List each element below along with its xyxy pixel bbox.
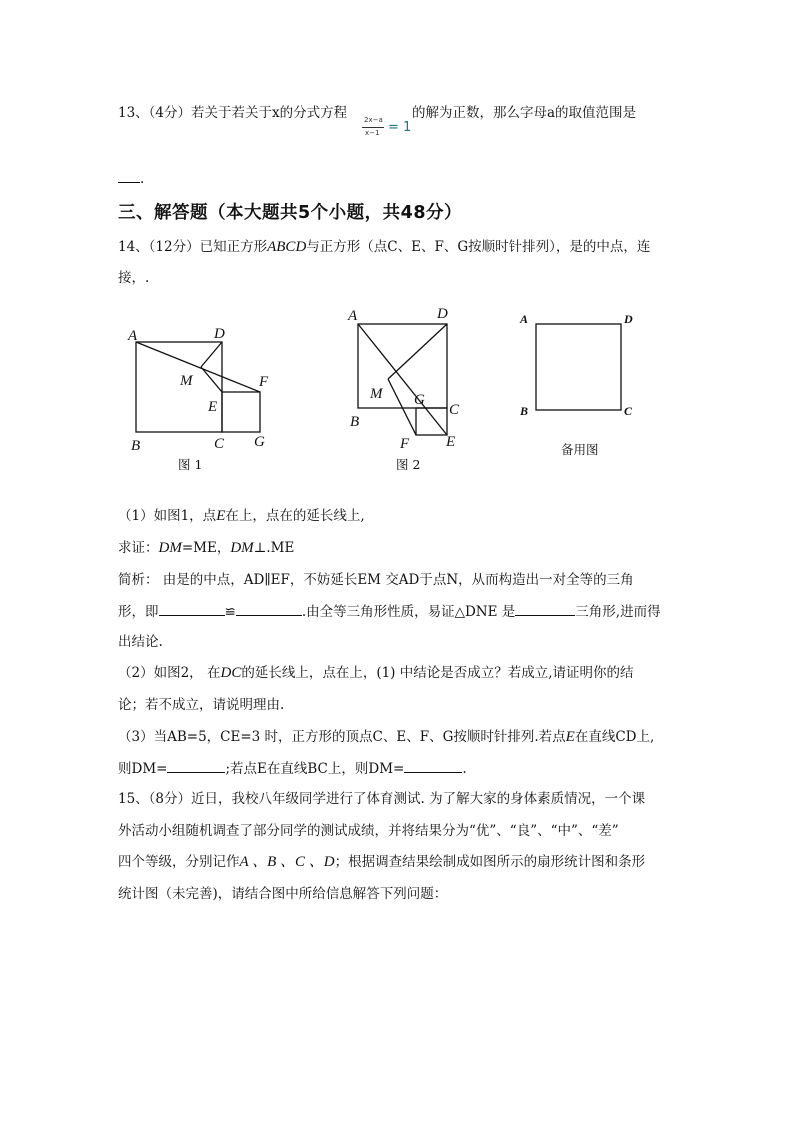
fig1-label-f: F: [259, 374, 269, 390]
fig1-line-dm: [201, 342, 222, 367]
spare-label-a: A: [520, 312, 529, 326]
q14-part2-c: 论；若不成立，请说明理由.: [118, 697, 285, 713]
fraction-equals-one: = 1: [388, 120, 412, 135]
q14-part2: [118, 663, 634, 683]
q14-part3-answers: [118, 758, 467, 779]
fig1-label-e: E: [208, 399, 218, 415]
q14-line2: 接，.: [118, 270, 150, 286]
fig2-square-cefg: [416, 408, 447, 435]
fig2-line-mf: [388, 379, 416, 435]
spare-label-c: C: [624, 404, 633, 418]
fig2-label-c: C: [449, 402, 460, 418]
spare-label-d: D: [624, 312, 633, 326]
figure-spare: [515, 308, 645, 427]
hint-b3: .由全等三角形性质，易证△DNE 是: [301, 604, 516, 620]
q14-part3-b: 在直线CD上,: [574, 729, 655, 745]
q15-grade-letters: A 、B 、C 、D: [239, 854, 335, 870]
q14-part2-b: 的延长线上，点在上，(1) 中结论是否成立？若成立,请证明你的结: [241, 665, 634, 681]
q14-line1-a: 14、（12分）已知正方形: [118, 239, 268, 255]
q13-line: [118, 103, 347, 123]
fig2-line-dm: [388, 324, 447, 379]
q14-line1-b: 与正方形（点C、E、F、G按顺时针排列），是的中点，连: [306, 239, 651, 255]
q15-line1: 15、（8分）近日，我校八年级同学进行了体育测试. 为了解大家的身体素质情况，一个课: [118, 791, 646, 807]
fig1-label-b: B: [131, 438, 141, 452]
q14-proof-goal: [118, 538, 294, 558]
part3-dm-label-2: ;若点E在直线BC上，则DM=: [225, 761, 405, 777]
fig1-label-d: D: [214, 326, 225, 342]
fraction-bar: [362, 127, 384, 128]
q14-part1: [118, 506, 365, 526]
fig2-label-f: F: [400, 436, 410, 452]
q13-text: 13、（4分）若关于若关于x的分式方程: [118, 105, 348, 121]
q13-end: .: [140, 171, 145, 187]
proof-dm-2: DM: [230, 540, 254, 556]
proof-eq: =ME，: [181, 540, 231, 556]
q13-answer-line: [118, 168, 144, 189]
section-title: 三、解答题（本大题共5个小题，共48分）: [118, 203, 463, 223]
fig1-square-cefg: [222, 392, 260, 432]
figure-1: [125, 322, 275, 456]
proof-dm-1: DM: [158, 540, 182, 556]
q14-part2-dc: DC: [220, 665, 242, 681]
q14-part1-b: 在上，点在的延长线上,: [225, 508, 365, 524]
part3-dm-label-1: 则DM=: [118, 761, 168, 777]
q15-line3-a: 四个等级，分别记作: [118, 854, 240, 870]
q13-answer-blank[interactable]: [118, 168, 140, 183]
spare-label-b: B: [520, 404, 529, 418]
q14-hint-b: [118, 601, 661, 622]
q14-part1-a: （1）如图1，点: [118, 508, 217, 524]
q14-hint-a: 简析： 由是的中点，AD∥EF，不妨延长EM 交AD于点N，从而构造出一对全等的三角: [118, 572, 634, 588]
figure-spare-svg: [515, 308, 645, 423]
fig1-label-g: G: [254, 434, 265, 450]
spare-square-abcd: [536, 324, 621, 410]
fig1-square-abcd: [136, 342, 222, 432]
q14-part3-a: （3）当AB=5，CE=3 时，正方形的顶点C、E、F、G按顺时针排列.若点: [118, 729, 566, 745]
proof-perp: ⊥.ME: [253, 540, 295, 556]
hint-b4: 三角形,进而得: [575, 604, 661, 620]
triangle-type-blank[interactable]: [515, 601, 575, 616]
figure-2: [345, 302, 475, 456]
hint-b1: 形，即: [118, 604, 159, 620]
q15-line2: 外活动小组随机调查了部分同学的测试成绩，并将结果分为“优”、“良”、“中”、“差”: [118, 823, 619, 839]
q15-line3-b: ；根据调查结果绘制成如图所示的扇形统计图和条形: [334, 854, 646, 870]
q14-part3-e: E: [565, 729, 575, 745]
q15-line3: [118, 852, 645, 872]
q14-line1: [118, 237, 650, 257]
fig2-label-d: D: [437, 306, 448, 322]
q13-text-after: 的解为正数，那么字母a的取值范围是: [412, 105, 637, 121]
figure-spare-caption: 备用图: [561, 442, 599, 457]
fig2-label-b: B: [350, 414, 360, 430]
congruent-blank-1[interactable]: [159, 601, 225, 616]
fraction-denominator: x−1: [365, 129, 380, 137]
q14-part1-e: E: [216, 508, 226, 524]
q14-part2-a: （2）如图2， 在: [118, 665, 221, 681]
figure-1-svg: [125, 322, 275, 452]
congruent-blank-2[interactable]: [236, 601, 302, 616]
fig1-label-c: C: [214, 436, 225, 452]
q13-line-tail: [412, 103, 636, 123]
fig2-label-m: M: [370, 386, 383, 402]
part3-end: .: [462, 761, 467, 777]
fig1-label-m: M: [180, 373, 193, 389]
proof-label: 求证：: [118, 540, 159, 556]
q13-fraction: [362, 116, 412, 142]
fig2-line-ae: [358, 324, 447, 435]
fig1-line-me: [201, 367, 222, 392]
hint-congruent-sign: ≌: [224, 604, 236, 620]
figure-2-svg: [345, 302, 475, 452]
dm-answer-blank-1[interactable]: [167, 758, 225, 773]
q15-line4: 统计图（未完善)，请结合图中所给信息解答下列问题：: [118, 886, 448, 902]
fig2-label-e: E: [446, 434, 456, 450]
figure-2-caption: 图 2: [396, 457, 421, 472]
q14-part3: [118, 727, 654, 747]
figure-1-caption: 图 1: [178, 457, 203, 472]
fig2-label-a: A: [348, 308, 358, 324]
fig1-label-a: A: [128, 328, 138, 344]
q14-hint-c: 出结论.: [118, 634, 163, 650]
fraction-numerator: 2x−a: [364, 116, 383, 124]
q14-abcd: ABCD: [267, 239, 307, 255]
fig1-line-af: [136, 342, 260, 392]
dm-answer-blank-2[interactable]: [404, 758, 462, 773]
fig2-label-g: G: [414, 392, 425, 408]
